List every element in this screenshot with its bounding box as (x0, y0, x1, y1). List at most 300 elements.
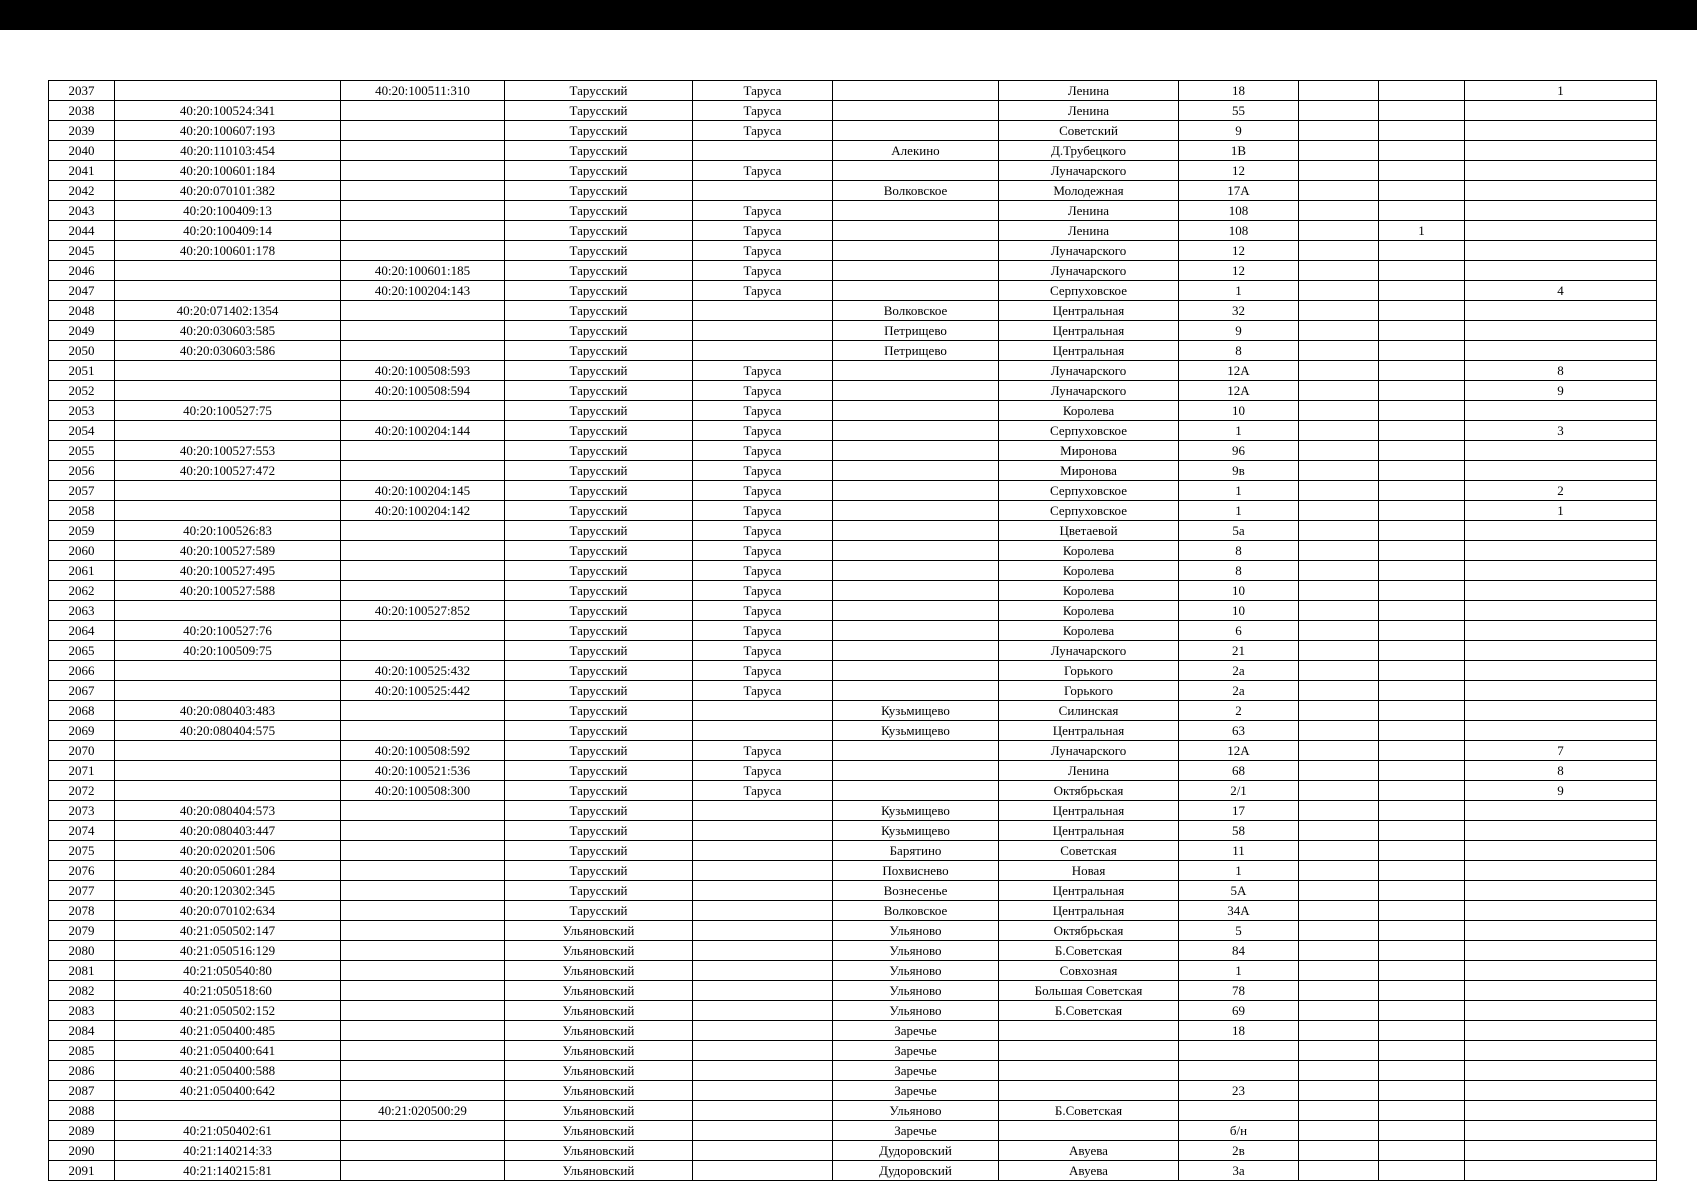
table-row (49, 921, 1657, 941)
cell-street: Октябрьская (999, 781, 1179, 801)
cell-apt (1465, 881, 1657, 901)
cell-cad_a (115, 681, 341, 701)
cell-apt: 8 (1465, 761, 1657, 781)
table-row (49, 801, 1657, 821)
cell-cad_b (341, 301, 505, 321)
cell-cad_a: 40:20:020201:506 (115, 841, 341, 861)
registry-table (48, 80, 1657, 1181)
cell-village: Дудоровский (833, 1161, 999, 1181)
cell-city (693, 721, 833, 741)
cell-cad_b (341, 181, 505, 201)
table-row (49, 1041, 1657, 1061)
cell-e1 (1299, 361, 1379, 381)
cell-apt: 9 (1465, 381, 1657, 401)
cell-district: Тарусский (505, 821, 693, 841)
cell-street: Королева (999, 541, 1179, 561)
cell-district: Тарусский (505, 201, 693, 221)
cell-cad_b (341, 941, 505, 961)
table-row (49, 681, 1657, 701)
cell-district: Тарусский (505, 121, 693, 141)
cell-apt (1465, 641, 1657, 661)
cell-cad_b: 40:21:020500:29 (341, 1101, 505, 1121)
cell-num: 2050 (49, 341, 115, 361)
cell-city (693, 1041, 833, 1061)
cell-cad_a: 40:20:100527:588 (115, 581, 341, 601)
cell-district: Ульяновский (505, 1041, 693, 1061)
cell-e2 (1379, 761, 1465, 781)
cell-cad_b: 40:20:100204:143 (341, 281, 505, 301)
cell-house: 12А (1179, 741, 1299, 761)
cell-e2 (1379, 461, 1465, 481)
cell-city: Таруса (693, 221, 833, 241)
cell-district: Тарусский (505, 321, 693, 341)
table-row (49, 861, 1657, 881)
table-row (49, 381, 1657, 401)
cell-apt (1465, 661, 1657, 681)
cell-cad_b: 40:20:100525:432 (341, 661, 505, 681)
cell-house: 8 (1179, 341, 1299, 361)
cell-cad_a: 40:20:100527:589 (115, 541, 341, 561)
cell-village (833, 461, 999, 481)
scan-top-band (0, 0, 1697, 30)
cell-e1 (1299, 681, 1379, 701)
cell-village: Вознесенье (833, 881, 999, 901)
cell-house: 12А (1179, 361, 1299, 381)
cell-apt (1465, 201, 1657, 221)
cell-e2 (1379, 341, 1465, 361)
cell-city: Таруса (693, 501, 833, 521)
cell-cad_a: 40:20:100527:75 (115, 401, 341, 421)
registry-body (49, 81, 1657, 1181)
cell-e2 (1379, 161, 1465, 181)
cell-village (833, 241, 999, 261)
table-row (49, 81, 1657, 101)
cell-street: Центральная (999, 721, 1179, 741)
cell-e1 (1299, 261, 1379, 281)
cell-num: 2051 (49, 361, 115, 381)
cell-num: 2061 (49, 561, 115, 581)
cell-cad_a: 40:20:030603:586 (115, 341, 341, 361)
cell-village (833, 401, 999, 421)
table-row (49, 321, 1657, 341)
table-row (49, 721, 1657, 741)
cell-house: 10 (1179, 581, 1299, 601)
table-row (49, 1101, 1657, 1121)
cell-village (833, 421, 999, 441)
cell-cad_a: 40:20:120302:345 (115, 881, 341, 901)
cell-street: Королева (999, 621, 1179, 641)
cell-e1 (1299, 81, 1379, 101)
cell-village: Кузьмищево (833, 701, 999, 721)
cell-district: Ульяновский (505, 941, 693, 961)
cell-cad_b (341, 821, 505, 841)
cell-e1 (1299, 241, 1379, 261)
table-row (49, 141, 1657, 161)
cell-cad_a: 40:21:050402:61 (115, 1121, 341, 1141)
cell-city (693, 841, 833, 861)
cell-num: 2046 (49, 261, 115, 281)
cell-cad_b: 40:20:100601:185 (341, 261, 505, 281)
cell-house: 63 (1179, 721, 1299, 741)
cell-e1 (1299, 501, 1379, 521)
cell-house: 2в (1179, 1141, 1299, 1161)
table-row (49, 1141, 1657, 1161)
cell-num: 2091 (49, 1161, 115, 1181)
cell-house: 69 (1179, 1001, 1299, 1021)
cell-e2 (1379, 881, 1465, 901)
document-sheet (48, 80, 1656, 1181)
cell-district: Тарусский (505, 561, 693, 581)
cell-num: 2077 (49, 881, 115, 901)
cell-e1 (1299, 1001, 1379, 1021)
cell-apt (1465, 1081, 1657, 1101)
cell-cad_b (341, 401, 505, 421)
table-row (49, 161, 1657, 181)
table-row (49, 101, 1657, 121)
cell-house: 21 (1179, 641, 1299, 661)
cell-city: Таруса (693, 101, 833, 121)
table-row (49, 1121, 1657, 1141)
cell-street: Центральная (999, 881, 1179, 901)
cell-e2 (1379, 741, 1465, 761)
cell-apt (1465, 601, 1657, 621)
cell-num: 2065 (49, 641, 115, 661)
cell-house: 2 (1179, 701, 1299, 721)
cell-cad_a: 40:20:100607:193 (115, 121, 341, 141)
cell-city: Таруса (693, 481, 833, 501)
cell-village (833, 561, 999, 581)
cell-village: Барятино (833, 841, 999, 861)
cell-apt (1465, 621, 1657, 641)
cell-street: Луначарского (999, 161, 1179, 181)
cell-num: 2084 (49, 1021, 115, 1041)
cell-num: 2074 (49, 821, 115, 841)
cell-apt: 4 (1465, 281, 1657, 301)
cell-district: Тарусский (505, 881, 693, 901)
cell-num: 2042 (49, 181, 115, 201)
cell-e1 (1299, 541, 1379, 561)
cell-house: 108 (1179, 221, 1299, 241)
cell-cad_b: 40:20:100521:536 (341, 761, 505, 781)
cell-village (833, 441, 999, 461)
cell-street: Королева (999, 401, 1179, 421)
cell-cad_b: 40:20:100527:852 (341, 601, 505, 621)
table-row (49, 701, 1657, 721)
cell-house: 12А (1179, 381, 1299, 401)
cell-e2 (1379, 1161, 1465, 1181)
cell-e2 (1379, 1061, 1465, 1081)
cell-village (833, 261, 999, 281)
cell-e1 (1299, 721, 1379, 741)
cell-cad_a: 40:21:050400:588 (115, 1061, 341, 1081)
cell-street: Октябрьская (999, 921, 1179, 941)
cell-cad_b (341, 461, 505, 481)
cell-apt (1465, 401, 1657, 421)
cell-city (693, 961, 833, 981)
cell-cad_b (341, 1141, 505, 1161)
cell-house: 9 (1179, 121, 1299, 141)
cell-street: Авуева (999, 1141, 1179, 1161)
cell-apt (1465, 1161, 1657, 1181)
cell-e2 (1379, 641, 1465, 661)
cell-village (833, 361, 999, 381)
cell-district: Тарусский (505, 461, 693, 481)
cell-e1 (1299, 521, 1379, 541)
cell-city (693, 1141, 833, 1161)
cell-district: Тарусский (505, 901, 693, 921)
cell-e2 (1379, 541, 1465, 561)
cell-house: 12 (1179, 261, 1299, 281)
cell-cad_a: 40:20:100509:75 (115, 641, 341, 661)
table-row (49, 1021, 1657, 1041)
cell-apt: 1 (1465, 81, 1657, 101)
cell-cad_a: 40:20:070101:382 (115, 181, 341, 201)
cell-apt (1465, 461, 1657, 481)
cell-city (693, 181, 833, 201)
cell-num: 2039 (49, 121, 115, 141)
cell-cad_a (115, 781, 341, 801)
cell-e1 (1299, 861, 1379, 881)
cell-e1 (1299, 341, 1379, 361)
table-row (49, 741, 1657, 761)
cell-street: Королева (999, 561, 1179, 581)
cell-apt (1465, 1061, 1657, 1081)
cell-district: Тарусский (505, 841, 693, 861)
cell-house: 68 (1179, 761, 1299, 781)
cell-e1 (1299, 781, 1379, 801)
cell-city: Таруса (693, 461, 833, 481)
cell-num: 2048 (49, 301, 115, 321)
cell-e1 (1299, 121, 1379, 141)
cell-cad_b: 40:20:100511:310 (341, 81, 505, 101)
cell-e1 (1299, 421, 1379, 441)
cell-street: Б.Советская (999, 941, 1179, 961)
cell-district: Тарусский (505, 301, 693, 321)
cell-apt (1465, 301, 1657, 321)
cell-e1 (1299, 881, 1379, 901)
cell-e2 (1379, 1041, 1465, 1061)
cell-apt (1465, 441, 1657, 461)
cell-village: Волковское (833, 301, 999, 321)
cell-district: Тарусский (505, 341, 693, 361)
cell-num: 2085 (49, 1041, 115, 1061)
cell-house: 2а (1179, 681, 1299, 701)
cell-apt (1465, 841, 1657, 861)
cell-village (833, 601, 999, 621)
cell-village: Кузьмищево (833, 721, 999, 741)
table-row (49, 1161, 1657, 1181)
cell-district: Тарусский (505, 541, 693, 561)
cell-village: Кузьмищево (833, 821, 999, 841)
cell-city: Таруса (693, 241, 833, 261)
table-row (49, 941, 1657, 961)
cell-num: 2089 (49, 1121, 115, 1141)
cell-village (833, 541, 999, 561)
cell-street: Центральная (999, 801, 1179, 821)
cell-apt (1465, 341, 1657, 361)
cell-apt (1465, 1121, 1657, 1141)
cell-e2 (1379, 261, 1465, 281)
cell-apt (1465, 1001, 1657, 1021)
cell-house: 10 (1179, 601, 1299, 621)
cell-apt (1465, 321, 1657, 341)
cell-city: Таруса (693, 421, 833, 441)
cell-e1 (1299, 1061, 1379, 1081)
cell-apt (1465, 701, 1657, 721)
cell-cad_a: 40:20:071402:1354 (115, 301, 341, 321)
cell-e2 (1379, 701, 1465, 721)
cell-street: Цветаевой (999, 521, 1179, 541)
cell-e1 (1299, 621, 1379, 641)
cell-street: Советская (999, 841, 1179, 861)
cell-apt (1465, 101, 1657, 121)
cell-cad_b (341, 341, 505, 361)
cell-e2 (1379, 1081, 1465, 1101)
cell-district: Ульяновский (505, 1141, 693, 1161)
cell-city: Таруса (693, 561, 833, 581)
cell-num: 2079 (49, 921, 115, 941)
cell-apt (1465, 261, 1657, 281)
cell-e1 (1299, 1141, 1379, 1161)
cell-cad_a (115, 421, 341, 441)
cell-district: Тарусский (505, 641, 693, 661)
cell-city: Таруса (693, 781, 833, 801)
cell-cad_b (341, 101, 505, 121)
cell-apt (1465, 581, 1657, 601)
cell-city (693, 1081, 833, 1101)
cell-e1 (1299, 561, 1379, 581)
cell-e1 (1299, 761, 1379, 781)
cell-house (1179, 1061, 1299, 1081)
cell-district: Тарусский (505, 661, 693, 681)
cell-e1 (1299, 841, 1379, 861)
cell-e1 (1299, 1041, 1379, 1061)
cell-cad_b: 40:20:100508:594 (341, 381, 505, 401)
cell-apt: 1 (1465, 501, 1657, 521)
cell-village (833, 81, 999, 101)
cell-city: Таруса (693, 661, 833, 681)
cell-street: Авуева (999, 1161, 1179, 1181)
cell-house: 5 (1179, 921, 1299, 941)
cell-e2 (1379, 501, 1465, 521)
table-row (49, 421, 1657, 441)
cell-house: 8 (1179, 561, 1299, 581)
cell-house: 3а (1179, 1161, 1299, 1181)
cell-village (833, 281, 999, 301)
cell-street: Советский (999, 121, 1179, 141)
cell-district: Ульяновский (505, 981, 693, 1001)
cell-city: Таруса (693, 81, 833, 101)
cell-num: 2081 (49, 961, 115, 981)
cell-cad_a: 40:20:100601:184 (115, 161, 341, 181)
cell-street: Серпуховское (999, 501, 1179, 521)
cell-district: Тарусский (505, 161, 693, 181)
table-row (49, 641, 1657, 661)
cell-cad_b: 40:20:100508:593 (341, 361, 505, 381)
cell-district: Тарусский (505, 141, 693, 161)
cell-e2 (1379, 981, 1465, 1001)
cell-cad_b (341, 1121, 505, 1141)
cell-e1 (1299, 641, 1379, 661)
cell-street: Королева (999, 601, 1179, 621)
cell-e1 (1299, 581, 1379, 601)
cell-district: Тарусский (505, 861, 693, 881)
cell-street: Луначарского (999, 741, 1179, 761)
table-row (49, 301, 1657, 321)
cell-district: Тарусский (505, 621, 693, 641)
cell-house: 108 (1179, 201, 1299, 221)
cell-city (693, 1161, 833, 1181)
cell-city (693, 1001, 833, 1021)
cell-e1 (1299, 201, 1379, 221)
cell-city (693, 1061, 833, 1081)
cell-e2 (1379, 1141, 1465, 1161)
cell-city (693, 301, 833, 321)
cell-apt (1465, 141, 1657, 161)
cell-district: Тарусский (505, 681, 693, 701)
cell-cad_a: 40:21:050516:129 (115, 941, 341, 961)
cell-village (833, 741, 999, 761)
cell-e1 (1299, 281, 1379, 301)
cell-num: 2066 (49, 661, 115, 681)
cell-village (833, 521, 999, 541)
cell-e2 (1379, 1021, 1465, 1041)
cell-cad_a: 40:21:050400:641 (115, 1041, 341, 1061)
cell-street: Серпуховское (999, 281, 1179, 301)
cell-cad_a: 40:21:050400:642 (115, 1081, 341, 1101)
cell-house (1179, 1041, 1299, 1061)
cell-num: 2071 (49, 761, 115, 781)
cell-cad_a (115, 81, 341, 101)
cell-apt: 9 (1465, 781, 1657, 801)
cell-street: Ленина (999, 101, 1179, 121)
cell-street: Горького (999, 681, 1179, 701)
cell-house: 34А (1179, 901, 1299, 921)
cell-cad_a: 40:20:100527:553 (115, 441, 341, 461)
cell-city (693, 141, 833, 161)
table-row (49, 661, 1657, 681)
cell-street: Миронова (999, 441, 1179, 461)
cell-e1 (1299, 1081, 1379, 1101)
cell-street: Ленина (999, 221, 1179, 241)
table-row (49, 541, 1657, 561)
cell-cad_a: 40:21:050502:152 (115, 1001, 341, 1021)
cell-city (693, 861, 833, 881)
cell-village: Заречье (833, 1121, 999, 1141)
cell-city: Таруса (693, 201, 833, 221)
cell-e1 (1299, 381, 1379, 401)
cell-cad_b (341, 561, 505, 581)
cell-num: 2038 (49, 101, 115, 121)
cell-e1 (1299, 481, 1379, 501)
table-row (49, 621, 1657, 641)
cell-cad_b (341, 581, 505, 601)
cell-village (833, 101, 999, 121)
table-row (49, 841, 1657, 861)
cell-apt (1465, 241, 1657, 261)
cell-e1 (1299, 801, 1379, 821)
cell-e2 (1379, 941, 1465, 961)
cell-house: 18 (1179, 1021, 1299, 1041)
cell-village (833, 581, 999, 601)
cell-city: Таруса (693, 761, 833, 781)
cell-e2 (1379, 661, 1465, 681)
cell-village: Ульяново (833, 921, 999, 941)
cell-num: 2045 (49, 241, 115, 261)
table-row (49, 601, 1657, 621)
cell-street: Центральная (999, 321, 1179, 341)
cell-cad_a: 40:20:110103:454 (115, 141, 341, 161)
